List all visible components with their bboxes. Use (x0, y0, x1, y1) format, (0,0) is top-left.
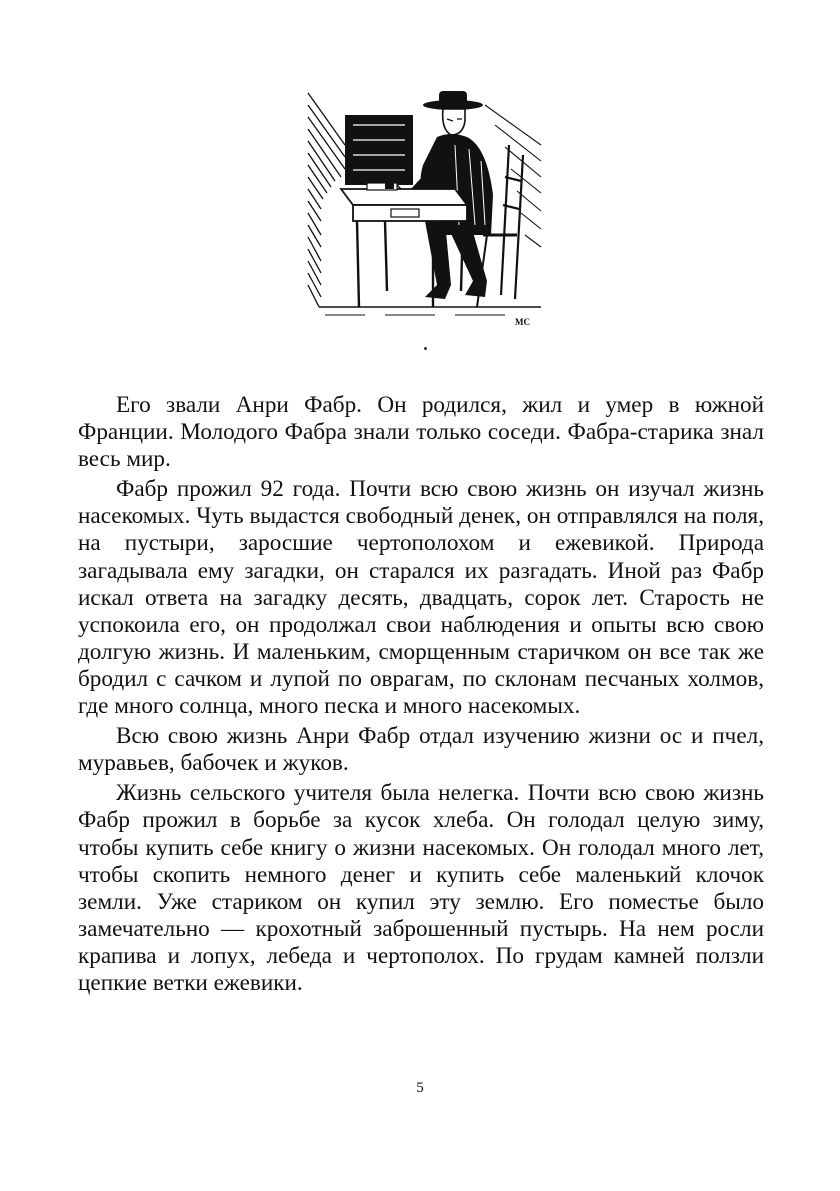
paragraph: Фабр прожил 92 года. Почти всю свою жизнь он изучал жизнь насекомых. Чуть выдастся свободный денек, он отправлялся на поля, на пустыри, заросшие чертополохом и ежевикой. Природа загадывала ему загадки, он старался их разгадать. Иной раз Фабр искал ответа на загадку десять, двадцать, сорок лет. Старость не успокоила его, он продолжал свои наблюдения и опыты всю свою долгую жизнь. И маленьким, сморщенным старичком он все так же бродил с сачком и лупой по оврагам, по склонам песчаных холмов, где много солнца, много песка и много насекомых. (78, 476, 764, 720)
page-number: 5 (416, 1080, 424, 1096)
paragraph: Жизнь сельского учителя была нелегка. Почти всю свою жизнь Фабр прожил в борьбе за кусок хлеба. Он голодал целую зиму, чтобы купить себе книгу о жизни насекомых. Он голодал много лет, чтобы скопить немного денег и купить себе маленький клочок земли. Уже стариком он купил эту землю. Его поместье было замечательно — крохотный заброшенный пустырь. На нем росли крапива и лопух, лебеда и чертополох. По грудам камней ползли цепкие ветки ежевики. (78, 780, 764, 996)
decorative-dot (424, 347, 427, 350)
illustration-man-writing-at-desk (305, 85, 545, 335)
illustrator-signature: МС (515, 317, 530, 327)
body-text (78, 392, 764, 1000)
man-writing-at-desk-engraving-icon (305, 85, 545, 335)
paragraph: Его звали Анри Фабр. Он родился, жил и умер в южной Франции. Молодого Фабра знали только соседи. Фабра-старика знал весь мир. (78, 392, 764, 473)
paragraph: Всю свою жизнь Анри Фабр отдал изучению жизни ос и пчел, муравьев, бабочек и жуков. (78, 723, 764, 777)
